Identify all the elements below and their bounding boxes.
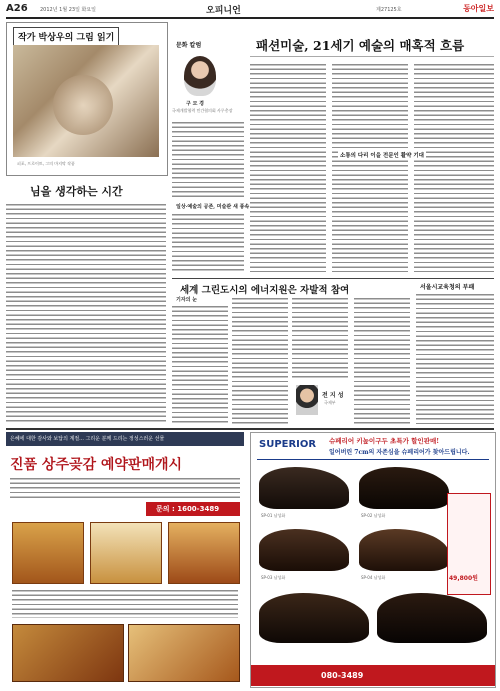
shoe-5	[259, 593, 369, 643]
mid-body-text-1	[172, 120, 244, 200]
persimmon-ad	[6, 432, 244, 686]
ad-divider	[6, 428, 494, 430]
shoe-1-label: SP-01 남성화	[261, 513, 286, 518]
price-value: 49,800원	[449, 575, 478, 582]
mid-subhead: 일상·예술의 공존, 미술관 새 풍속	[176, 204, 250, 210]
shoe-6	[377, 593, 487, 643]
ad-phone: 문의 : 1600-3489	[156, 505, 220, 513]
left-headline: 님을 생각하는 시간	[30, 185, 123, 198]
issue-date: 2012년 1월 23일 화요일	[40, 7, 97, 13]
shoe-1	[259, 467, 349, 509]
ad-subline: 일어버린 7cm의 자존심을 슈페리어가 찾아드립니다.	[329, 449, 470, 456]
product-image-4	[12, 624, 124, 682]
product-details	[12, 588, 238, 618]
shoe-3	[259, 529, 349, 571]
shoe-2	[359, 467, 449, 509]
main-subhead: 소통의 다리 이을 전문인 활약 기대	[338, 150, 426, 160]
product-image-5	[128, 624, 240, 682]
product-image-3	[168, 522, 240, 584]
mid-body-text-2	[172, 212, 244, 272]
shoe-3-label: SP-03 남성화	[261, 575, 286, 580]
column-label: 문화 칼럼	[176, 42, 202, 49]
painting-image	[13, 45, 159, 157]
lower-author-role: 국제부	[324, 400, 336, 405]
product-image-2	[90, 522, 162, 584]
image-caption: 피포, 프로이트, 그의 마지막 작품	[17, 161, 75, 166]
lower-author-name: 전 지 성	[322, 392, 344, 399]
lower-body-col-2	[232, 296, 288, 424]
product-image-1	[12, 522, 84, 584]
right-body-text	[416, 292, 494, 424]
main-body-col-3	[414, 62, 494, 272]
ad-tagline: 은혜에 대한 감사와 보답의 계절... 그리운 분께 드리는 정성스러운 선물	[10, 436, 165, 442]
shoe-4	[359, 529, 449, 571]
author-role: 국제개발협력 민간협의회 사무총장	[172, 108, 233, 113]
issue-number: 제27125호	[376, 7, 402, 13]
lower-label: 기자의 눈	[176, 297, 198, 303]
ad-description	[10, 476, 240, 498]
lower-body-col-4	[354, 296, 410, 424]
main-body-col-1	[250, 62, 326, 272]
author-photo	[184, 56, 216, 96]
section-title: 오피니언	[206, 6, 241, 16]
page-number: A26	[6, 3, 28, 14]
section-rule	[172, 278, 494, 279]
author-name: 구 모 경	[186, 101, 204, 107]
box-title: 작가 박상우의 그림 읽기	[13, 27, 119, 46]
lower-body-col-1	[172, 304, 228, 424]
art-reading-box	[6, 22, 168, 176]
main-body-col-2	[332, 62, 408, 272]
left-body-text	[6, 202, 166, 424]
main-headline: 패션미술, 21세기 예술의 매혹적 흐름	[256, 38, 465, 53]
ad-rule	[257, 459, 489, 460]
lower-author-photo	[296, 385, 318, 415]
ad-banner: 슈페리어 키높이구두 초특가 할인판매!	[329, 437, 440, 445]
shoe-4-label: SP-04 남성화	[361, 575, 386, 580]
newspaper-logo: 동아일보	[463, 3, 494, 13]
lower-body-col-3	[292, 296, 348, 380]
ad-footer-phone: 080-3489	[321, 671, 364, 680]
headline-rule	[250, 56, 494, 57]
right-column-head: 서울시교육청의 부패	[420, 284, 475, 291]
shoe-2-label: SP-02 남성화	[361, 513, 386, 518]
lower-headline: 세계 그린도시의 에너지원은 자발적 참여	[180, 285, 350, 296]
shoe-ad	[250, 432, 496, 688]
ad-footer-bar	[251, 665, 495, 686]
ad-main-title: 진품 상주곶감 예약판매개시	[10, 457, 183, 473]
brand-logo: SUPERIOR	[259, 439, 317, 450]
page-header	[6, 3, 494, 19]
